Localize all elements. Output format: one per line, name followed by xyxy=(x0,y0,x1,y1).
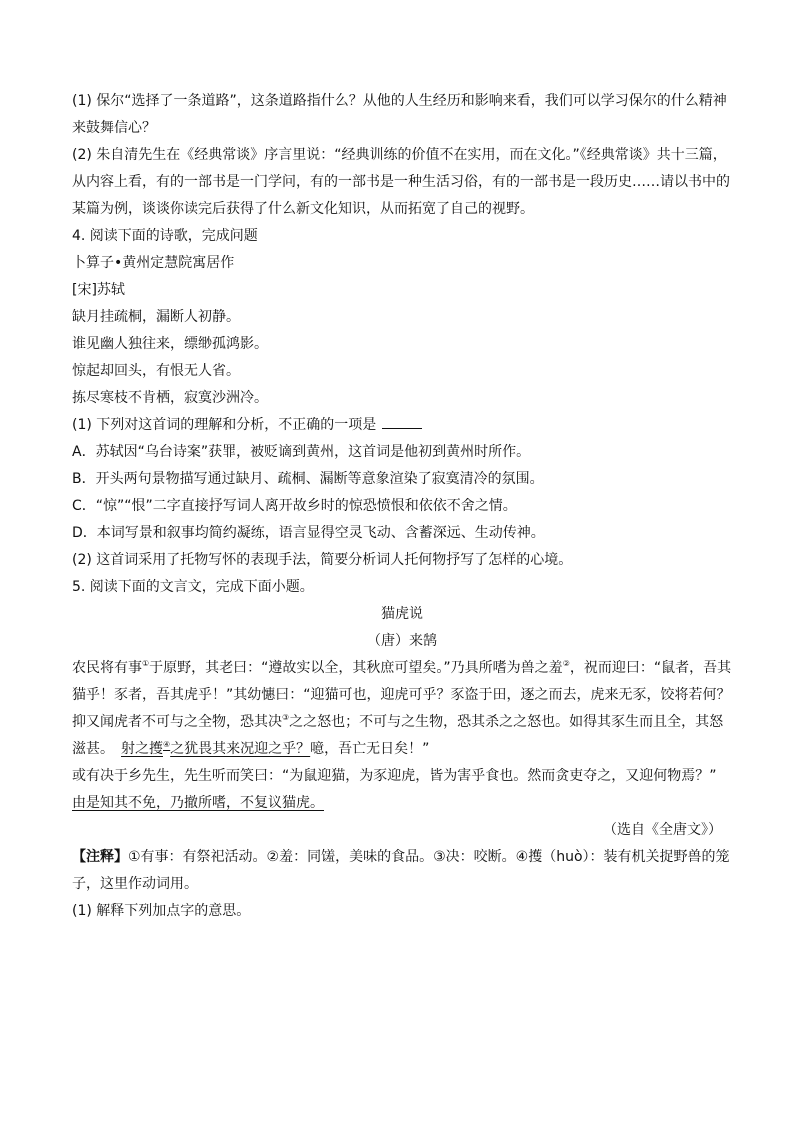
underlined-sentence: 之犹畏其来况迎之乎？ xyxy=(170,741,311,757)
option-d: D．本词写景和叙事均简约凝练，语言显得空灵飞动、含蓄深远、生动传神。 xyxy=(72,525,545,541)
notes-label: 【注释】 xyxy=(72,849,128,865)
question-5-heading: 5. 阅读下面的文言文，完成下面小题。 xyxy=(72,579,314,595)
poem-line: 缺月挂疏桐，漏断人初静。 xyxy=(72,309,240,325)
question-5-1: (1) 解释下列加点字的意思。 xyxy=(72,903,251,919)
answer-blank[interactable] xyxy=(382,414,422,429)
document-content xyxy=(72,88,732,925)
essay-paragraph-2: 或有决于乡先生，先生听而笑曰：“为鼠迎猫，为豕迎虎，皆为害乎食也。然而贪吏夺之，又迎何物焉？” xyxy=(72,768,717,784)
essay-text: ，祝而迎曰：“鼠者，吾其猫乎！豕者，吾其虎乎！”其幼憓曰：“迎猫可也，迎虎可乎？豕盗于田，逐之而去，虎来无豕，饺将若何？抑又闻虎者不可与之全物，恐其决 xyxy=(72,660,732,730)
essay-notes xyxy=(72,844,732,898)
footnote-marker: ④ xyxy=(163,740,171,749)
essay-text: 于原野，其老曰：“遵故实以全，其秋庶可望矣。”乃具所嗜为兽之羞 xyxy=(149,660,563,676)
essay-text: 农民将有事 xyxy=(72,660,142,676)
essay-author: （唐）来鹄 xyxy=(367,633,437,649)
poem-line: 拣尽寒枝不肯栖，寂寞沙洲冷。 xyxy=(72,390,268,406)
question-4-1-text: (1) 下列对这首词的理解和分析，不正确的一项是 xyxy=(72,417,377,433)
footnote-marker: ② xyxy=(562,659,570,668)
poem-title: 卜算子•黄州定慧院寓居作 xyxy=(72,255,235,271)
essay-paragraph-3 xyxy=(72,790,732,817)
question-4-2: (2) 这首词采用了托物写怀的表现手法，简要分析词人托何物抒写了怎样的心境。 xyxy=(72,552,573,568)
essay-text: 之之怒也；不可与之生物，恐其杀之之怒也。如得其豕生而且全，其怒滋甚。 xyxy=(72,714,724,757)
question-3-2: (2) 朱自清先生在《经典常谈》序言里说：“经典训练的价值不在实用，而在文化。”《经典常谈》共十三篇，从内容上看，有的一部书是一门学问，有的一部书是一种生活习俗，有的一部书是一段历史……请以书中的某篇为例，谈谈你读完后获得了什么新文化知识，从而拓宽了自己的视野。 xyxy=(72,147,730,217)
underlined-sentence: 射之擭 xyxy=(121,741,163,757)
essay-source: （选自《全唐文》） xyxy=(603,822,722,838)
notes-text: ①有事：有祭祀活动。②羞：同馐，美味的食品。③决：咬断。④擭（huò）：装有机关捉野兽的笼子，这里作动词用。 xyxy=(72,849,730,892)
essay-title: 猫虎说 xyxy=(381,606,423,622)
poem-line: 谁见幽人独往来，缥缈孤鸿影。 xyxy=(72,336,268,352)
question-3-1: (1) 保尔“选择了一条道路”，这条道路指什么？从他的人生经历和影响来看，我们可以学习保尔的什么精神来鼓舞信心？ xyxy=(72,93,727,136)
question-4-heading: 4. 阅读下面的诗歌，完成问题 xyxy=(72,228,258,244)
option-c: C．“惊”“恨”二字直接抒写词人离开故乡时的惊恐愤恨和依依不舍之情。 xyxy=(72,498,517,514)
essay-text: 噫，吾亡无日矣！” xyxy=(310,741,430,757)
footnote-marker: ③ xyxy=(282,713,290,722)
option-a: A．苏轼因“乌台诗案”获罪，被贬谪到黄州，这首词是他初到黄州时所作。 xyxy=(72,444,531,460)
question-4-1 xyxy=(72,412,732,439)
underlined-sentence: 由是知其不免，乃撤所嗜，不复议猫虎。 xyxy=(72,795,324,811)
poem-author: [宋]苏轼 xyxy=(72,282,125,298)
footnote-marker: ① xyxy=(142,659,150,668)
essay-paragraph-1 xyxy=(72,655,732,763)
option-b: B．开头两句景物描写通过缺月、疏桐、漏断等意象渲染了寂寞清冷的氛围。 xyxy=(72,471,544,487)
poem-line: 惊起却回头，有恨无人省。 xyxy=(72,363,240,379)
